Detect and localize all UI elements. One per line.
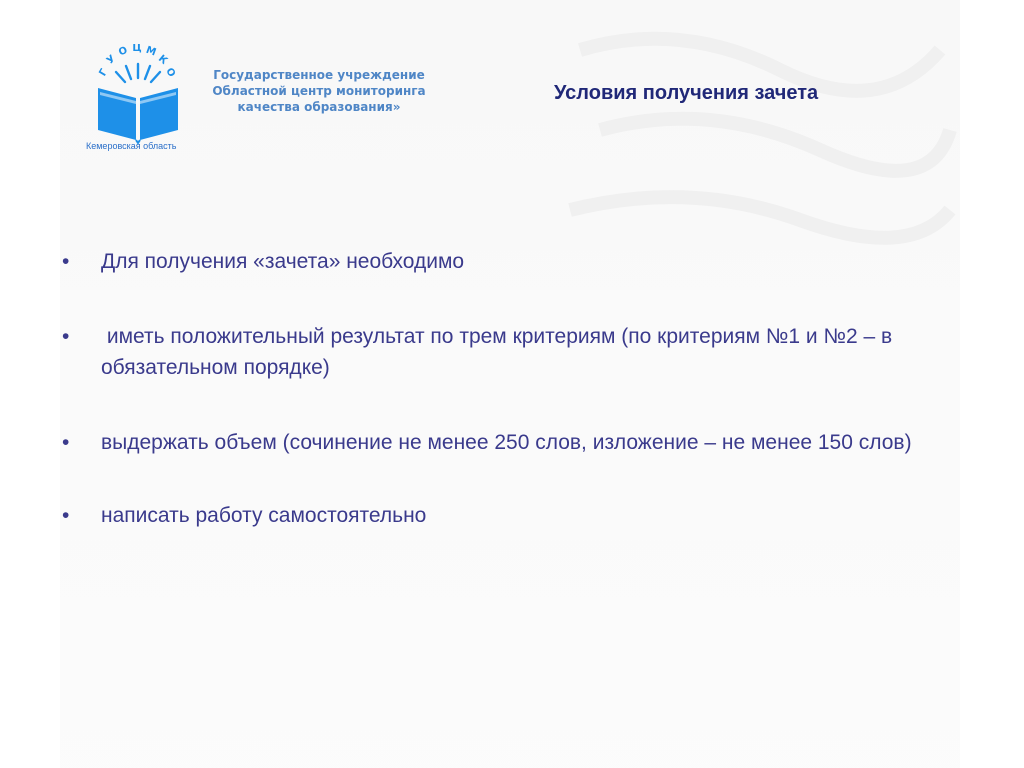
- list-item-text: иметь положительный результат по трем критериям (по критериям №1 и №2 – в обязательном порядке): [101, 325, 899, 379]
- svg-text:М: М: [144, 44, 158, 59]
- bullet-marker: •: [62, 431, 70, 454]
- svg-text:О: О: [163, 66, 178, 80]
- list-item: [60, 427, 930, 458]
- list-item: [60, 321, 930, 383]
- bullet-marker: •: [62, 504, 70, 527]
- org-name-line-3: качества образования»: [237, 100, 401, 114]
- bullet-list: [60, 246, 930, 531]
- svg-text:О: О: [117, 45, 130, 59]
- list-item: [60, 246, 930, 277]
- watermark-decoration: [560, 10, 960, 250]
- org-name-line-1: Государственное учреждение: [213, 68, 425, 82]
- bullet-marker: •: [62, 325, 70, 348]
- svg-text:Ц: Ц: [132, 44, 142, 54]
- list-item-text: написать работу самостоятельно: [101, 504, 427, 527]
- list-item: [60, 500, 930, 531]
- organization-logo: [82, 44, 202, 156]
- svg-text:К: К: [155, 53, 170, 67]
- bullet-marker: •: [62, 250, 70, 273]
- organization-name: [194, 67, 444, 115]
- svg-text:Г: Г: [97, 67, 111, 79]
- list-item-text: выдержать объем (сочинение не менее 250 слов, изложение – не менее 150 слов): [101, 431, 912, 454]
- slide-title: Условия получения зачета: [554, 82, 819, 104]
- svg-text:У: У: [104, 53, 118, 67]
- logo-region-caption: Кемеровская область: [86, 141, 177, 151]
- list-item-text: Для получения «зачета» необходимо: [101, 250, 465, 273]
- org-name-line-2: Областной центр мониторинга: [212, 84, 426, 98]
